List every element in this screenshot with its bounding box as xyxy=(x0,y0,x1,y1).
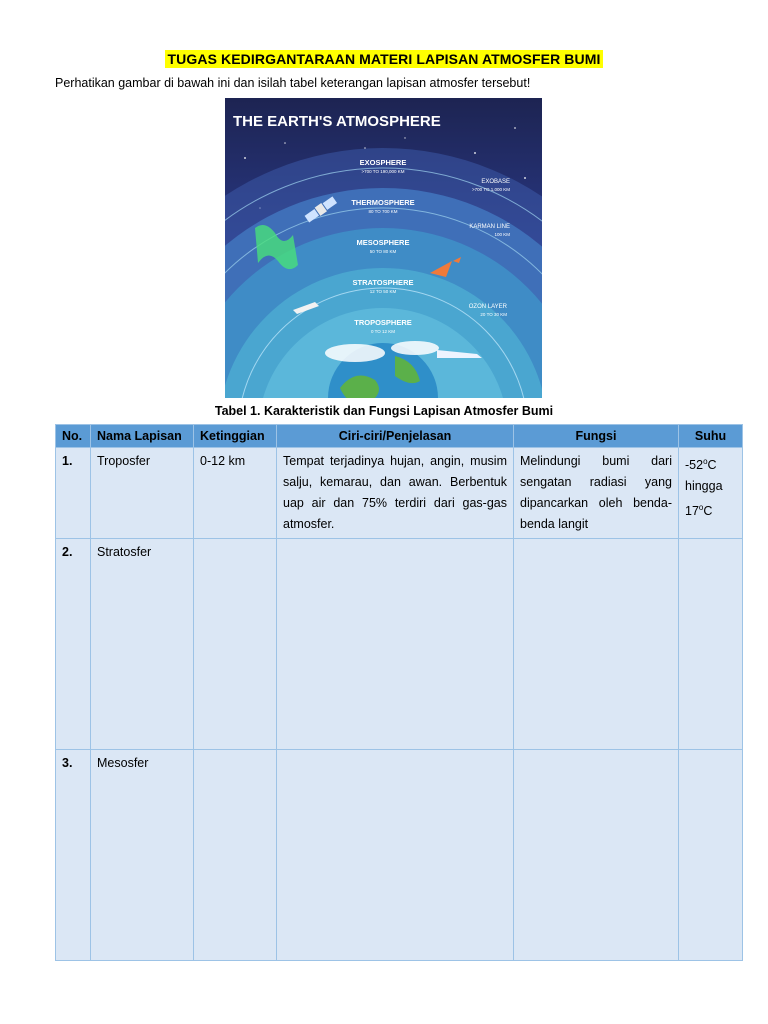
cell-function[interactable] xyxy=(514,750,679,961)
atmosphere-table xyxy=(55,424,743,961)
layer-range: 12 TO 50 KM xyxy=(369,289,397,294)
atmosphere-illustration xyxy=(225,98,542,398)
instruction-text: Perhatikan gambar di bawah ini dan isilah tabel keterangan lapisan atmosfer tersebut! xyxy=(55,76,531,90)
title-container xyxy=(0,50,768,69)
atmosphere-diagram xyxy=(225,98,542,398)
cell-description: Tempat terjadinya hujan, angin, musim salju, kemarau, dan awan. Berbentuk uap air dan 75% terdiri dari gas-gas atmosfer. xyxy=(277,448,514,539)
cell-height[interactable] xyxy=(194,750,277,961)
marker-label: OZON LAYER xyxy=(468,304,507,310)
marker-range: 20 TO 30 KM xyxy=(480,312,507,317)
cell-temperature[interactable] xyxy=(679,750,743,961)
header-function: Fungsi xyxy=(514,425,679,448)
temp-min: -52 xyxy=(685,458,704,473)
layer-label: MESOSPHERE xyxy=(356,238,410,247)
degree-sign: o xyxy=(703,457,708,466)
layer-label: STRATOSPHERE xyxy=(352,278,414,287)
cell-temperature[interactable] xyxy=(679,539,743,750)
cloud-icon xyxy=(325,344,385,362)
temp-range: C hingga 17 xyxy=(685,458,723,519)
table-row xyxy=(56,448,743,539)
table-caption: Tabel 1. Karakteristik dan Fungsi Lapisan Atmosfer Bumi xyxy=(214,404,554,418)
degree-sign: o xyxy=(698,503,704,513)
header-name: Nama Lapisan xyxy=(91,425,194,448)
page-title: TUGAS KEDIRGANTARAAN MATERI LAPISAN ATMOSFER BUMI xyxy=(165,50,604,68)
cell-name: Stratosfer xyxy=(91,539,194,750)
marker-range: 100 KM xyxy=(494,232,510,237)
header-no: No. xyxy=(56,425,91,448)
marker-label: EXOBASE xyxy=(481,179,510,185)
cell-height[interactable] xyxy=(194,539,277,750)
cell-no: 1. xyxy=(56,448,91,539)
cell-description[interactable] xyxy=(277,539,514,750)
marker-label: KARMAN LINE xyxy=(469,224,510,230)
cell-function[interactable] xyxy=(514,539,679,750)
header-description: Ciri-ciri/Penjelasan xyxy=(277,425,514,448)
table-header-row xyxy=(56,425,743,448)
marker-range: >700 TO 1,000 KM xyxy=(472,187,510,192)
cell-description[interactable] xyxy=(277,750,514,961)
cell-no: 3. xyxy=(56,750,91,961)
header-height: Ketinggian xyxy=(194,425,277,448)
cell-function: Melindungi bumi dari sengatan radiasi yang dipancarkan oleh benda-benda langit xyxy=(514,448,679,539)
layer-range: 80 TO 700 KM xyxy=(368,209,398,214)
header-temperature: Suhu xyxy=(679,425,743,448)
layer-range: 50 TO 80 KM xyxy=(369,249,397,254)
layer-label: EXOSPHERE xyxy=(359,158,407,167)
layer-range: >700 TO 190,000 KM xyxy=(361,169,405,174)
temp-unit: C xyxy=(703,504,713,519)
cell-height: 0-12 km xyxy=(194,448,277,539)
layer-label: TROPOSPHERE xyxy=(354,318,412,327)
cell-no: 2. xyxy=(56,539,91,750)
cloud-icon xyxy=(391,341,439,355)
cell-temperature xyxy=(679,448,743,539)
table-row xyxy=(56,539,743,750)
table-row xyxy=(56,750,743,961)
cell-name: Troposfer xyxy=(91,448,194,539)
cell-name: Mesosfer xyxy=(91,750,194,961)
layer-range: 0 TO 12 KM xyxy=(370,329,396,334)
figure-heading: THE EARTH'S ATMOSPHERE xyxy=(233,113,441,130)
layer-label: THERMOSPHERE xyxy=(351,198,415,207)
